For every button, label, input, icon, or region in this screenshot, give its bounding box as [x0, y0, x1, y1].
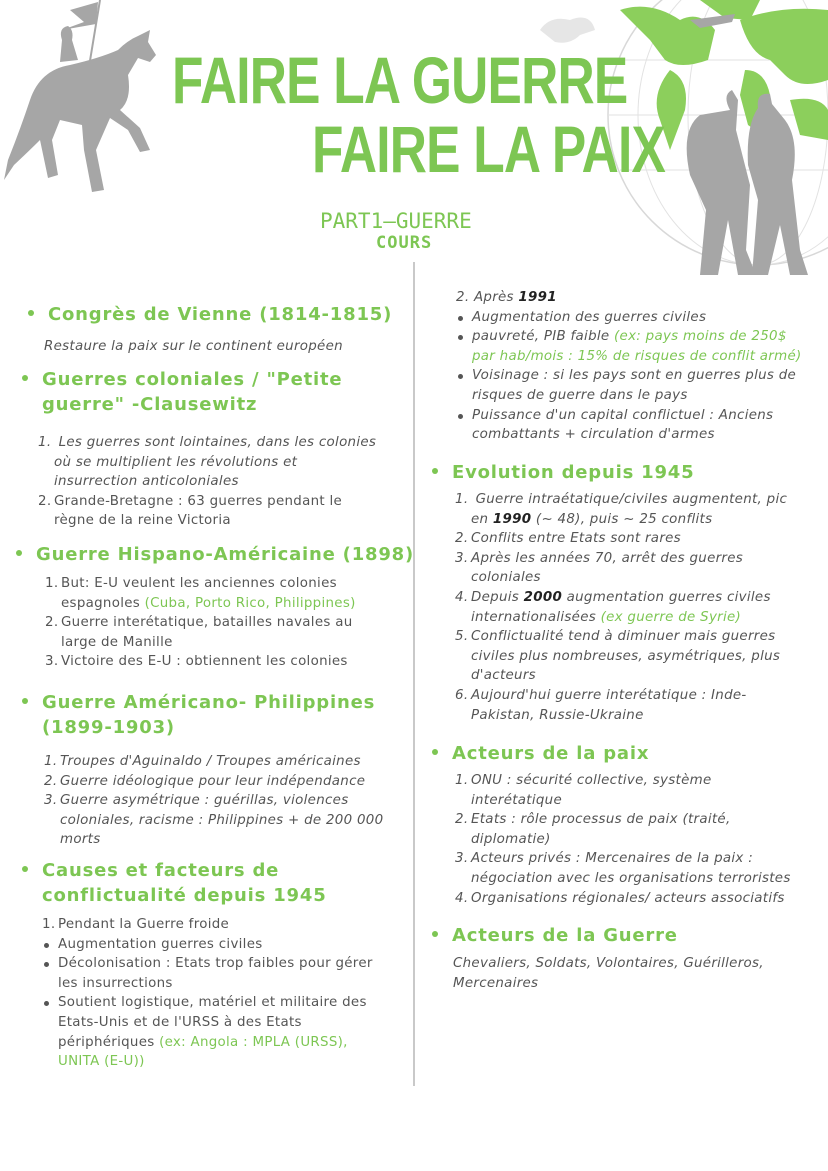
list-item: 3. Après les années 70, arrêt des guerres coloniales [455, 550, 744, 586]
bullet-icon [22, 866, 28, 872]
causes-list [42, 915, 410, 1072]
bullet-icon [432, 468, 438, 474]
list-item: Soutient logistique, matériel et militaire des Etats-Unis et de l'URSS à des Etats périphériques (ex: Angola : MPLA (URSS), UNITA (E-U)) [42, 993, 410, 1071]
list-item: 2. Guerre idéologique pour leur indépendance [44, 773, 366, 789]
cours-label: COURS [376, 233, 433, 253]
list-item: Augmentation des guerres civiles [456, 308, 821, 328]
knight-on-horse-illustration [0, 0, 180, 200]
list-item: 3. Acteurs privés : Mercenaires de la paix : négociation avec les organisations terroristes [455, 851, 791, 886]
page-title-line-2: FAIRE LA PAIX [312, 112, 666, 186]
hispano-list [45, 574, 410, 672]
list-item: 1. Troupes d'Aguinaldo / Troupes américaines [44, 754, 361, 769]
list-item: Augmentation guerres civiles [42, 935, 410, 955]
heading-causes-facteurs: Causes et facteurs de conflictualité depuis 1945 [22, 858, 327, 908]
bullet-icon [16, 550, 22, 556]
bullet-icon [22, 698, 28, 704]
list-item: 2. Etats : rôle processus de paix (traité, diplomatie) [455, 812, 731, 847]
list-item: 1. ONU : sécurité collective, système interétatique [455, 773, 712, 808]
bullet-icon [22, 375, 28, 381]
list-item: 2. Grande-Bretagne : 63 guerres pendant le règne de la reine Victoria [38, 493, 343, 529]
acteurs-guerre-text: Chevaliers, Soldats, Volontaires, Guérilleros, Mercenaires [453, 956, 764, 991]
column-divider [413, 262, 415, 1086]
heading-acteurs-paix: Acteurs de la paix [432, 741, 649, 766]
list-item: 5. Conflictualité tend à diminuer mais guerres civiles plus nombreuses, asymétriques, plus d'acteurs [455, 629, 781, 684]
bullet-icon [432, 749, 438, 755]
coloniales-list [38, 433, 408, 531]
apres-1991-block [456, 288, 821, 445]
list-item: 1. Les guerres sont lointaines, dans les colonies où se multiplient les révolutions et insurrection anticoloniales [38, 435, 377, 490]
list-item: 4. Depuis 2000 augmentation guerres civiles internationalisées (ex guerre de Syrie) [455, 589, 771, 625]
list-item: 1. But: E-U veulent les anciennes colonies espagnoles (Cuba, Porto Rico, Philippines) [45, 576, 356, 611]
list-item: 2. Conflits entre Etats sont rares [455, 531, 681, 547]
heading-evolution-1945: Evolution depuis 1945 [432, 460, 694, 485]
evolution-list [455, 490, 820, 725]
list-item: Voisinage : si les pays sont en guerres plus de risques de guerre dans le pays [456, 366, 821, 405]
list-item: 1. Pendant la Guerre froide [42, 917, 230, 932]
heading-acteurs-guerre: Acteurs de la Guerre [432, 923, 678, 948]
heading-guerres-coloniales: Guerres coloniales / "Petite guerre" -Clausewitz [22, 367, 342, 417]
bullet-icon [28, 310, 34, 316]
list-item: Puissance d'un capital conflictuel : Anciens combattants + circulation d'armes [456, 406, 821, 445]
list-item: 3. Guerre asymétrique : guérillas, violences coloniales, racisme : Philippines + de 200 000 morts [44, 793, 384, 848]
heading-hispano-americaine: Guerre Hispano-Américaine (1898) [16, 542, 414, 567]
page-subtitle: PART1—GUERRE [320, 209, 472, 233]
paix-list [455, 771, 820, 908]
bullet-icon [432, 931, 438, 937]
list-item: 3. Victoire des E-U : obtiennent les colonies [45, 654, 348, 670]
page-title-line-1: FAIRE LA GUERRE [172, 43, 628, 117]
list-item: Décolonisation : Etats trop faibles pour gérer les insurrections [42, 954, 410, 993]
vienne-text: Restaure la paix sur le continent européen [44, 339, 343, 354]
list-item: 1. Guerre intraétatique/civiles augmentent, pic en 1990 (~ 48), puis ~ 25 conflits [455, 492, 788, 527]
apres-1991-line: 2. Après 1991 [456, 290, 557, 305]
list-item: 2. Guerre interétatique, batailles navales au large de Manille [45, 615, 353, 650]
philippines-list [44, 752, 410, 850]
heading-congres-vienne: Congrès de Vienne (1814-1815) [28, 302, 392, 327]
list-item: 6. Aujourd'hui guerre interétatique : Inde- Pakistan, Russie-Ukraine [455, 687, 747, 723]
heading-americano-philippines: Guerre Américano- Philippines (1899-1903) [22, 690, 375, 740]
list-item: pauvreté, PIB faible (ex: pays moins de 250$ par hab/mois : 15% de risques de conflit armé) [456, 327, 821, 366]
list-item: 4. Organisations régionales/ acteurs associatifs [455, 890, 785, 906]
